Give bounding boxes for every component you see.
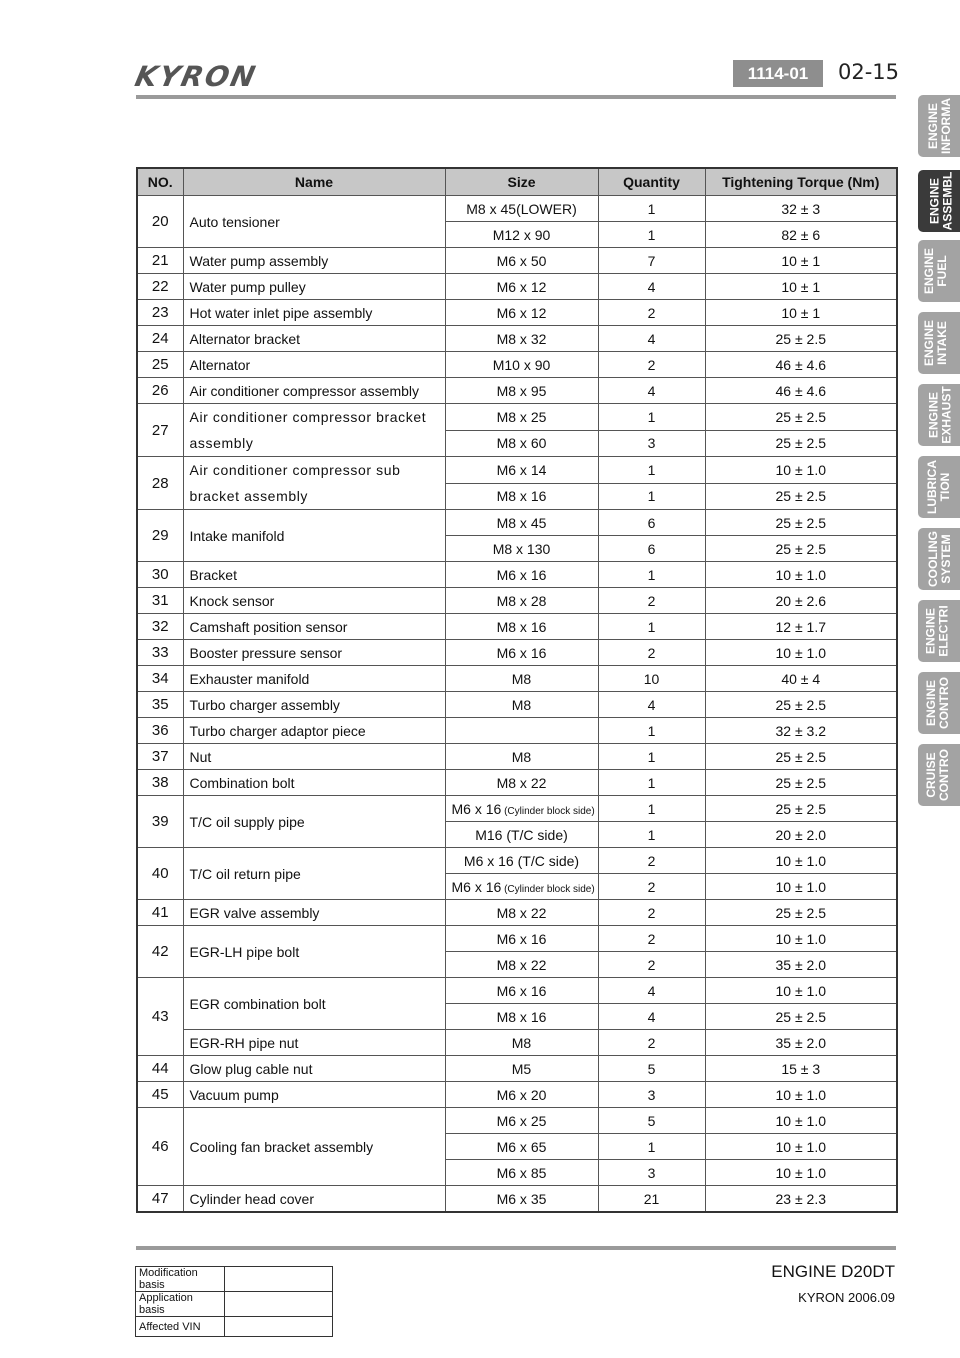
table-row	[137, 352, 897, 378]
size-cell: M6 x 12	[445, 274, 598, 300]
quantity-cell: 10	[598, 666, 705, 692]
torque-table	[136, 167, 898, 1213]
torque-cell: 25 ± 2.5	[705, 692, 897, 718]
table-row	[137, 900, 897, 926]
mod-label: Affected VIN	[136, 1317, 225, 1337]
table-row	[137, 744, 897, 770]
size-cell	[445, 796, 598, 822]
no-cell: 29	[137, 510, 183, 562]
name-cell: Water pump pulley	[183, 274, 445, 300]
no-cell: 37	[137, 744, 183, 770]
torque-cell: 10 ± 1.0	[705, 640, 897, 666]
size-cell: M8 x 25	[445, 404, 598, 431]
name-cell: Bracket	[183, 562, 445, 588]
quantity-cell: 4	[598, 274, 705, 300]
quantity-cell: 4	[598, 692, 705, 718]
quantity-cell: 3	[598, 1160, 705, 1186]
size-cell: M6 x 25	[445, 1108, 598, 1134]
size-cell: M8 x 95	[445, 378, 598, 404]
table-row	[137, 614, 897, 640]
quantity-cell: 6	[598, 536, 705, 562]
name-cell: Combination bolt	[183, 770, 445, 796]
table-row	[137, 1056, 897, 1082]
quantity-cell: 1	[598, 770, 705, 796]
torque-cell: 25 ± 2.5	[705, 900, 897, 926]
size-main: M6 x 16	[451, 878, 502, 895]
quantity-cell: 1	[598, 457, 705, 484]
no-cell: 40	[137, 848, 183, 900]
table-row	[137, 300, 897, 326]
quantity-cell: 4	[598, 378, 705, 404]
quantity-cell: 2	[598, 640, 705, 666]
torque-cell: 10 ± 1.0	[705, 926, 897, 952]
quantity-cell: 2	[598, 900, 705, 926]
quantity-cell: 1	[598, 222, 705, 248]
quantity-cell: 1	[598, 744, 705, 770]
quantity-cell: 2	[598, 952, 705, 978]
torque-cell: 35 ± 2.0	[705, 1030, 897, 1056]
mod-label: Application basis	[136, 1292, 225, 1317]
torque-cell: 10 ± 1.0	[705, 562, 897, 588]
quantity-cell: 1	[598, 822, 705, 848]
name-cell: T/C oil supply pipe	[183, 796, 445, 848]
quantity-cell: 3	[598, 1082, 705, 1108]
footer-subtitle: KYRON 2006.09	[798, 1290, 895, 1305]
torque-cell: 46 ± 4.6	[705, 378, 897, 404]
name-cell: Air conditioner compressor assembly	[183, 378, 445, 404]
size-cell: M6 x 16	[445, 978, 598, 1004]
no-cell: 25	[137, 352, 183, 378]
torque-cell: 25 ± 2.5	[705, 430, 897, 457]
table-row	[137, 326, 897, 352]
side-tab-label: LUBRICA TION	[925, 460, 952, 514]
col-header-size: Size	[445, 168, 598, 196]
no-cell: 28	[137, 457, 183, 510]
quantity-cell: 4	[598, 1004, 705, 1030]
brand-logo: KYRON	[132, 60, 260, 93]
size-cell: M16 (T/C side)	[445, 822, 598, 848]
no-cell: 20	[137, 196, 183, 248]
name-cell: Intake manifold	[183, 510, 445, 562]
quantity-cell: 2	[598, 588, 705, 614]
name-cell: EGR valve assembly	[183, 900, 445, 926]
size-cell: M6 x 12	[445, 300, 598, 326]
table-header-row	[137, 168, 897, 196]
torque-cell: 40 ± 4	[705, 666, 897, 692]
quantity-cell: 1	[598, 1134, 705, 1160]
name-cell: T/C oil return pipe	[183, 848, 445, 900]
name-cell: Water pump assembly	[183, 248, 445, 274]
table-row	[137, 926, 897, 952]
col-header-quantity: Quantity	[598, 168, 705, 196]
torque-cell: 25 ± 2.5	[705, 510, 897, 536]
name-cell: Cylinder head cover	[183, 1186, 445, 1213]
size-cell: M8 x 16	[445, 483, 598, 510]
mod-label: Modification basis	[136, 1267, 225, 1292]
side-tab[interactable]	[918, 744, 960, 806]
table-row	[137, 510, 897, 536]
torque-cell: 25 ± 2.5	[705, 404, 897, 431]
name-line: assembly	[189, 435, 254, 451]
name-cell: Auto tensioner	[183, 196, 445, 248]
name-cell: Glow plug cable nut	[183, 1056, 445, 1082]
quantity-cell: 1	[598, 614, 705, 640]
footer-divider	[136, 1246, 896, 1250]
size-cell: M12 x 90	[445, 222, 598, 248]
side-tab-label: COOLING SYSTEM	[926, 531, 953, 587]
side-tab[interactable]	[918, 95, 960, 157]
quantity-cell: 1	[598, 404, 705, 431]
name-cell	[183, 457, 445, 510]
quantity-cell: 21	[598, 1186, 705, 1213]
side-tab-label: CRUISE CONTRO	[924, 749, 951, 801]
size-cell: M8 x 60	[445, 430, 598, 457]
table-row	[137, 457, 897, 484]
torque-cell: 10 ± 1.0	[705, 978, 897, 1004]
torque-table-body	[137, 196, 897, 1213]
quantity-cell: 4	[598, 326, 705, 352]
mod-row	[136, 1317, 333, 1337]
size-cell: M6 x 16	[445, 926, 598, 952]
torque-cell: 25 ± 2.5	[705, 744, 897, 770]
torque-cell: 25 ± 2.5	[705, 770, 897, 796]
torque-cell: 25 ± 2.5	[705, 536, 897, 562]
name-cell: EGR combination bolt	[183, 978, 445, 1030]
table-row	[137, 666, 897, 692]
size-cell: M8 x 22	[445, 952, 598, 978]
mod-value	[225, 1317, 333, 1337]
mod-value	[225, 1267, 333, 1292]
side-tab-label: ENGINE INTAKE	[922, 320, 949, 367]
size-note: (Cylinder block side)	[504, 805, 595, 817]
quantity-cell: 1	[598, 562, 705, 588]
table-row	[137, 692, 897, 718]
size-cell: M8 x 45(LOWER)	[445, 196, 598, 222]
side-tab-label: ENGINE ASSEMBL	[927, 171, 955, 231]
torque-cell: 10 ± 1.0	[705, 1108, 897, 1134]
side-tab[interactable]	[918, 672, 960, 734]
quantity-cell: 2	[598, 848, 705, 874]
side-tab[interactable]	[918, 312, 960, 374]
torque-cell: 10 ± 1.0	[705, 1134, 897, 1160]
size-cell	[445, 718, 598, 744]
size-cell: M6 x 16 (T/C side)	[445, 848, 598, 874]
no-cell: 35	[137, 692, 183, 718]
torque-cell: 46 ± 4.6	[705, 352, 897, 378]
size-cell: M6 x 14	[445, 457, 598, 484]
no-cell: 33	[137, 640, 183, 666]
no-cell: 24	[137, 326, 183, 352]
torque-cell: 10 ± 1.0	[705, 457, 897, 484]
size-cell: M6 x 65	[445, 1134, 598, 1160]
table-row	[137, 718, 897, 744]
quantity-cell: 2	[598, 352, 705, 378]
quantity-cell: 1	[598, 483, 705, 510]
torque-cell: 25 ± 2.5	[705, 483, 897, 510]
table-row	[137, 796, 897, 822]
side-tab-label: ENGINE INFORMA	[926, 98, 953, 154]
table-row	[137, 978, 897, 1004]
quantity-cell: 1	[598, 196, 705, 222]
name-line: Air conditioner compressor sub	[189, 462, 401, 478]
quantity-cell: 2	[598, 300, 705, 326]
torque-cell: 20 ± 2.0	[705, 822, 897, 848]
page-number: 02-15	[838, 60, 900, 84]
mod-row	[136, 1267, 333, 1292]
name-line: bracket assembly	[189, 488, 309, 504]
name-cell: Knock sensor	[183, 588, 445, 614]
torque-cell: 10 ± 1.0	[705, 1082, 897, 1108]
size-cell: M8	[445, 692, 598, 718]
quantity-cell: 5	[598, 1056, 705, 1082]
no-cell: 30	[137, 562, 183, 588]
no-cell: 41	[137, 900, 183, 926]
table-row	[137, 848, 897, 874]
size-cell: M6 x 16	[445, 640, 598, 666]
quantity-cell: 7	[598, 248, 705, 274]
size-cell: M6 x 50	[445, 248, 598, 274]
torque-cell: 10 ± 1.0	[705, 1160, 897, 1186]
name-cell: Camshaft position sensor	[183, 614, 445, 640]
torque-cell: 10 ± 1	[705, 248, 897, 274]
name-cell: Cooling fan bracket assembly	[183, 1108, 445, 1186]
name-cell: Exhauster manifold	[183, 666, 445, 692]
torque-cell: 10 ± 1	[705, 300, 897, 326]
name-cell: Turbo charger adaptor piece	[183, 718, 445, 744]
name-cell: EGR-RH pipe nut	[183, 1030, 445, 1056]
torque-cell: 82 ± 6	[705, 222, 897, 248]
torque-cell: 15 ± 3	[705, 1056, 897, 1082]
col-header-name: Name	[183, 168, 445, 196]
quantity-cell: 2	[598, 926, 705, 952]
size-cell: M8 x 45	[445, 510, 598, 536]
torque-cell: 12 ± 1.7	[705, 614, 897, 640]
size-cell: M8	[445, 666, 598, 692]
no-cell: 32	[137, 614, 183, 640]
no-cell: 26	[137, 378, 183, 404]
name-cell	[183, 404, 445, 457]
name-cell: EGR-LH pipe bolt	[183, 926, 445, 978]
size-cell: M6 x 35	[445, 1186, 598, 1213]
size-cell: M6 x 85	[445, 1160, 598, 1186]
table-row	[137, 1030, 897, 1056]
no-cell: 23	[137, 300, 183, 326]
no-cell: 39	[137, 796, 183, 848]
size-cell: M5	[445, 1056, 598, 1082]
name-cell: Alternator bracket	[183, 326, 445, 352]
side-tab[interactable]	[918, 528, 960, 590]
quantity-cell: 1	[598, 718, 705, 744]
size-main: M6 x 16	[451, 800, 502, 817]
mod-value	[225, 1292, 333, 1317]
no-cell: 38	[137, 770, 183, 796]
side-tab[interactable]	[918, 600, 960, 662]
size-cell: M10 x 90	[445, 352, 598, 378]
table-row	[137, 1082, 897, 1108]
name-cell: Booster pressure sensor	[183, 640, 445, 666]
doc-code-badge: 1114-01	[733, 60, 823, 87]
size-cell: M8 x 130	[445, 536, 598, 562]
quantity-cell: 3	[598, 430, 705, 457]
torque-cell: 10 ± 1	[705, 274, 897, 300]
table-row	[137, 1186, 897, 1213]
size-cell: M8 x 16	[445, 614, 598, 640]
table-row	[137, 378, 897, 404]
size-note: (Cylinder block side)	[504, 883, 595, 895]
torque-cell: 23 ± 2.3	[705, 1186, 897, 1213]
torque-cell: 25 ± 2.5	[705, 1004, 897, 1030]
torque-cell: 32 ± 3.2	[705, 718, 897, 744]
size-cell: M8	[445, 1030, 598, 1056]
table-row	[137, 196, 897, 222]
size-cell: M8 x 16	[445, 1004, 598, 1030]
table-row	[137, 588, 897, 614]
side-tab[interactable]	[918, 384, 960, 446]
side-tab-label: ENGINE ELECTRI	[923, 605, 951, 657]
side-tab-label: ENGINE EXHAUST	[926, 386, 954, 444]
no-cell: 43	[137, 978, 183, 1056]
no-cell: 44	[137, 1056, 183, 1082]
side-tab[interactable]	[918, 456, 960, 518]
no-cell: 22	[137, 274, 183, 300]
quantity-cell: 5	[598, 1108, 705, 1134]
table-row	[137, 770, 897, 796]
torque-cell: 20 ± 2.6	[705, 588, 897, 614]
table-row	[137, 1108, 897, 1134]
footer-title: ENGINE D20DT	[771, 1262, 895, 1281]
size-cell: M6 x 16	[445, 562, 598, 588]
torque-cell: 10 ± 1.0	[705, 874, 897, 900]
table-row	[137, 274, 897, 300]
quantity-cell: 6	[598, 510, 705, 536]
no-cell: 27	[137, 404, 183, 457]
torque-cell: 32 ± 3	[705, 196, 897, 222]
quantity-cell: 2	[598, 1030, 705, 1056]
size-cell: M8	[445, 744, 598, 770]
size-cell: M8 x 32	[445, 326, 598, 352]
table-row	[137, 248, 897, 274]
mod-row	[136, 1292, 333, 1317]
name-cell: Vacuum pump	[183, 1082, 445, 1108]
modification-table	[135, 1266, 333, 1337]
table-row	[137, 404, 897, 431]
name-cell: Alternator	[183, 352, 445, 378]
side-tab-label: ENGINE FUEL	[922, 248, 949, 295]
table-row	[137, 640, 897, 666]
no-cell: 42	[137, 926, 183, 978]
no-cell: 31	[137, 588, 183, 614]
col-header-no: NO.	[137, 168, 183, 196]
name-cell: Turbo charger assembly	[183, 692, 445, 718]
col-header-torque: Tightening Torque (Nm)	[705, 168, 897, 196]
torque-cell: 25 ± 2.5	[705, 796, 897, 822]
size-cell	[445, 874, 598, 900]
table-row	[137, 562, 897, 588]
quantity-cell: 1	[598, 796, 705, 822]
no-cell: 47	[137, 1186, 183, 1213]
side-tab[interactable]	[918, 240, 960, 302]
no-cell: 21	[137, 248, 183, 274]
size-cell: M8 x 22	[445, 770, 598, 796]
side-tab-label: ENGINE CONTRO	[924, 677, 951, 729]
no-cell: 36	[137, 718, 183, 744]
torque-cell: 10 ± 1.0	[705, 848, 897, 874]
size-cell: M8 x 28	[445, 588, 598, 614]
size-cell: M8 x 22	[445, 900, 598, 926]
side-tab[interactable]	[918, 170, 960, 232]
name-cell: Hot water inlet pipe assembly	[183, 300, 445, 326]
name-line: Air conditioner compressor bracket	[189, 409, 427, 425]
quantity-cell: 2	[598, 874, 705, 900]
no-cell: 46	[137, 1108, 183, 1186]
torque-cell: 35 ± 2.0	[705, 952, 897, 978]
no-cell: 45	[137, 1082, 183, 1108]
name-cell: Nut	[183, 744, 445, 770]
quantity-cell: 4	[598, 978, 705, 1004]
torque-cell: 25 ± 2.5	[705, 326, 897, 352]
no-cell: 34	[137, 666, 183, 692]
header-divider	[136, 95, 896, 99]
size-cell: M6 x 20	[445, 1082, 598, 1108]
